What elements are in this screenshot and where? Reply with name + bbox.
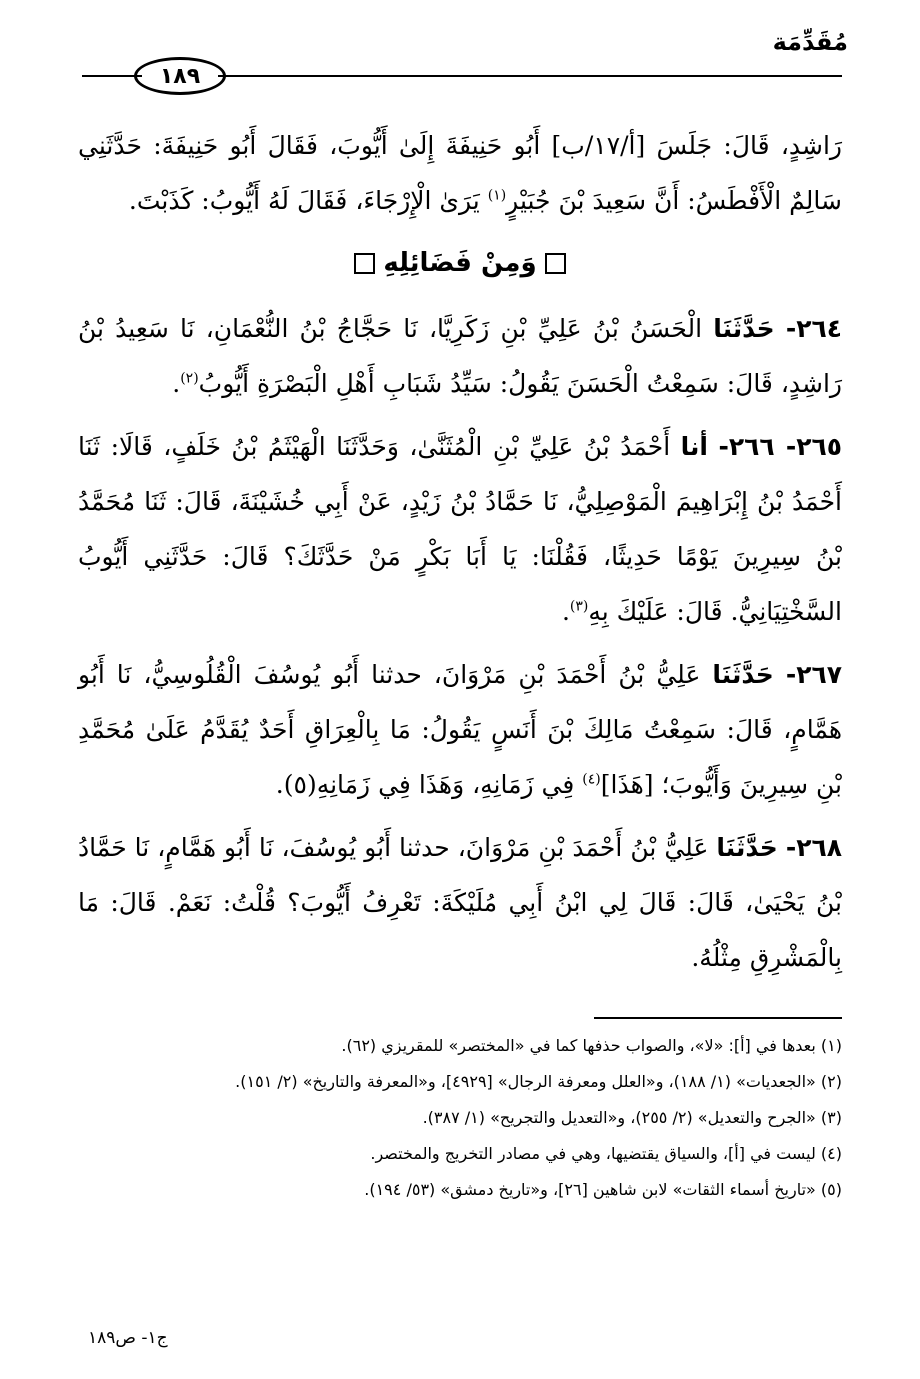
footnotes: [78, 1028, 842, 1208]
paragraph-text: .: [172, 369, 181, 398]
running-header-title: مُقَدِّمَة: [772, 28, 848, 56]
hadith-paragraph: [78, 820, 842, 985]
page-footer-reference: ج١- ص١٨٩: [88, 1328, 168, 1348]
transmission-keyword: حَدَّثَنَا: [712, 660, 774, 689]
footnote-marker: (٤): [582, 771, 601, 788]
section-heading-text: وَمِنْ فَضَائِلِهِ: [383, 248, 537, 278]
hadith-number: ٢٦٨-: [785, 833, 843, 862]
footnote-item: (٢) «الجعديات» (١/ ١٨٨)، و«العلل ومعرفة الرجال» [٤٩٢٩]، و«المعرفة والتاريخ» (٢/ ١٥١).: [235, 1072, 842, 1091]
header-rule: [82, 75, 142, 77]
paragraph-text: أَحْمَدُ بْنُ عَلِيِّ بْنِ الْمُثَنَّىٰ، وَحَدَّثَنَا الْهَيْثَمُ بْنُ خَلَفٍ، قَالَا: ثَنَا أَحْمَدُ بْنُ إِبْرَاهِيمَ الْمَوْصِلِيُّ، نَا حَمَّادُ بْنُ زَيْدٍ، عَنْ أَبِي خُشَيْنَةَ، قَالَ: ثَنَا مُحَمَّدُ بْنُ سِيرِينَ يَوْمًا حَدِيثًا، فَقُلْنَا: يَا أَبَا بَكْرٍ مَنْ حَدَّثَكَ؟ قَالَ: حَدَّثَنِي أَيُّوبُ السَّخْتِيَانِيُّ. قَالَ: عَلَيْكَ بِهِ: [78, 432, 842, 626]
page-number-badge: ١٨٩: [134, 57, 226, 95]
paragraph-text: عَلِيُّ بْنُ أَحْمَدَ بْنِ مَرْوَانَ، حدثنا أَبُو يُوسُفَ الْقُلُوسِيُّ، نَا أَبُو هَمَّامٍ، قَالَ: سَمِعْتُ مَالِكَ بْنَ أَنَسٍ يَقُولُ: مَا بِالْعِرَاقِ أَحَدٌ يُقَدَّمُ عَلَىٰ مُحَمَّدِ بْنِ سِيرِينَ وَأَيُّوبَ؛ [هَذَا]: [78, 660, 842, 799]
paragraph-text: الْحَسَنُ بْنُ عَلِيِّ بْنِ زَكَرِيَّا، نَا حَجَّاجُ بْنُ النُّعْمَانِ، نَا سَعِيدُ بْنُ رَاشِدٍ، قَالَ: سَمِعْتُ الْحَسَنَ يَقُولُ: سَيِّدُ شَبَابِ أَهْلِ الْبَصْرَةِ أَيُّوبُ: [78, 314, 842, 398]
footnote-item: (٥) «تاريخ أسماء الثقات» لابن شاهين [٢٦]، و«تاريخ دمشق» (٥٣/ ١٩٤).: [364, 1180, 842, 1199]
header-rule: [218, 75, 842, 77]
footnote-separator: [594, 1017, 842, 1019]
square-ornament-icon: [354, 253, 375, 274]
transmission-keyword: حَدَّثَنَا: [716, 833, 778, 862]
hadith-number: ٢٦٤-: [785, 314, 842, 343]
hadith-paragraph: [78, 419, 842, 639]
footnote-marker: (٣): [569, 598, 589, 615]
hadith-paragraph: [78, 301, 842, 411]
hadith-number: ٢٦٧-: [785, 660, 842, 689]
hadith-number: ٢٦٥- ٢٦٦-: [718, 432, 842, 461]
paragraph: [78, 118, 842, 228]
paragraph-text: فِي زَمَانِهِ، وَهَذَا فِي زَمَانِهِ(٥).: [275, 770, 583, 799]
footnote-marker: (٢): [180, 370, 199, 387]
main-text: [78, 118, 842, 993]
square-ornament-icon: [545, 253, 566, 274]
paragraph-text: .: [561, 597, 570, 626]
section-heading: [78, 236, 842, 291]
footnote-item: (٤) ليست في [أ]، والسياق يقتضيها، وهي في مصادر التخريج والمختصر.: [370, 1144, 842, 1163]
paragraph-text: عَلِيُّ بْنُ أَحْمَدَ بْنِ مَرْوَانَ، حدثنا أَبُو يُوسُفَ، نَا أَبُو هَمَّامٍ، نَا حَمَّادُ بْنُ يَحْيَىٰ، قَالَ: قَالَ لِي ابْنُ أَبِي مُلَيْكَةَ: تَعْرِفُ أَيُّوبَ؟ قُلْتُ: نَعَمْ. قَالَ: مَا بِالْمَشْرِقِ مِثْلُهُ.: [78, 833, 842, 972]
transmission-keyword: أنا: [680, 432, 708, 461]
paragraph-text: رَاشِدٍ، قَالَ: جَلَسَ [أ/١٧/ب] أَبُو حَنِيفَةَ إِلَىٰ أَيُّوبَ، فَقَالَ أَبُو حَنِيفَةَ: حَدَّثَنِي سَالِمٌ الْأَفْطَسُ: أَنَّ سَعِيدَ بْنَ جُبَيْرٍ: [78, 131, 842, 215]
paragraph-text: يَرَىٰ الْإِرْجَاءَ، فَقَالَ لَهُ أَيُّوبُ: كَذَبْتَ.: [128, 186, 488, 215]
footnote-item: (٣) «الجرح والتعديل» (٢/ ٢٥٥)، و«التعديل والتجريح» (١/ ٣٨٧).: [422, 1108, 842, 1127]
transmission-keyword: حَدَّثَنَا: [713, 314, 775, 343]
footnote-item: (١) بعدها في [أ]: «لا»، والصواب حذفها كما في «المختصر» للمقريزي (٦٢).: [341, 1036, 842, 1055]
footnote-marker: (١): [487, 187, 507, 204]
hadith-paragraph: [78, 647, 842, 812]
